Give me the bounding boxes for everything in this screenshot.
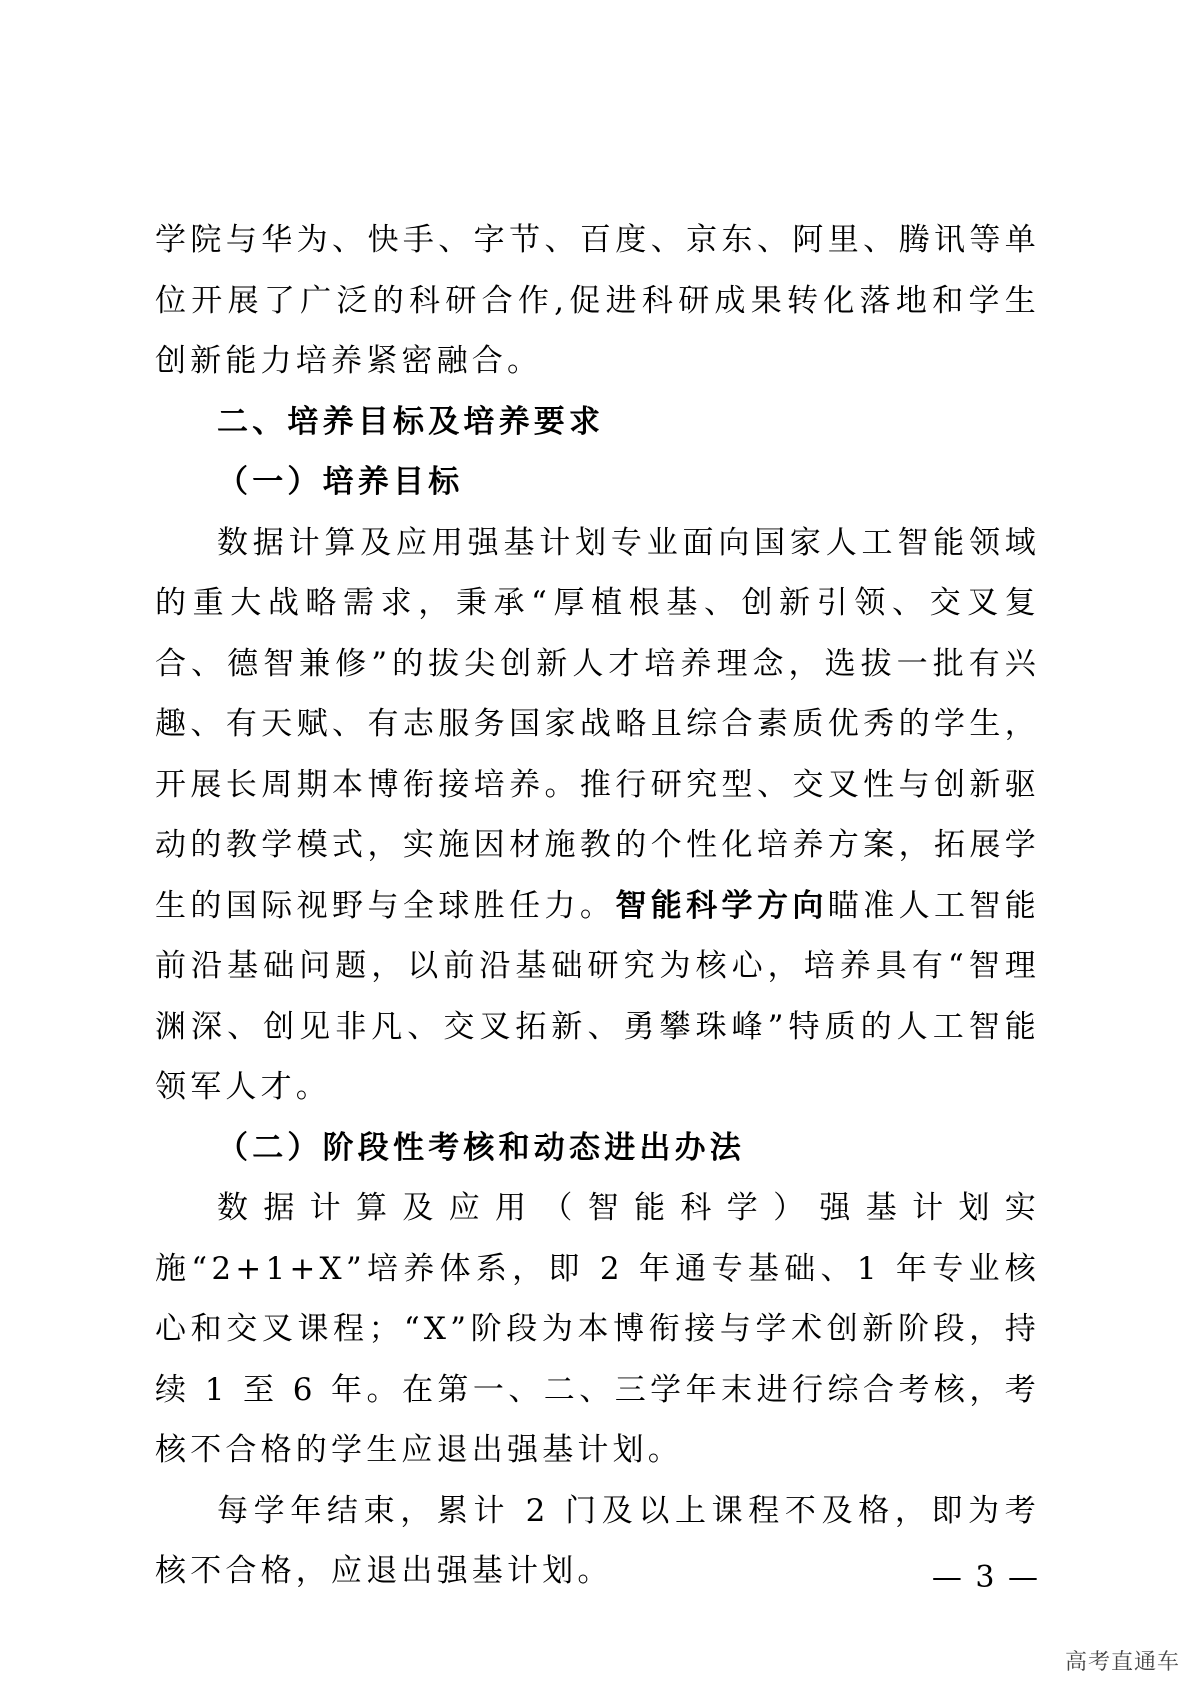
paragraph-goals [155, 513, 1040, 1118]
subsection-heading-assessment [155, 1118, 1040, 1179]
paragraph-exit-rule [155, 1481, 1040, 1602]
paragraph-system [155, 1178, 1040, 1481]
emphasis-text: 智能科学方向 [615, 887, 828, 924]
watermark-text: 高考直通车 [1064, 1650, 1180, 1675]
section-heading [155, 392, 1040, 453]
paragraph-text: 每学年结束，累计 2 门及以上课程不及格，即为考核不合格，应退出强基计划。 [155, 1492, 1040, 1589]
subsection-heading-text: （一）培养目标 [217, 464, 464, 500]
section-heading-text: 二、培养目标及培养要求 [217, 403, 605, 440]
paragraph-text: 数据计算及应用强基计划专业面向国家人工智能领域的重大战略需求，秉承“厚植根基、创新引领、交叉复合、德智兼修”的拔尖创新人才培养理念，选拔一批有兴趣、有天赋、有志服务国家战略且综合素质优秀的学生，开展长周期本博衔接培养。推行研究型、交叉性与创新驱动的教学模式，实施因材施教的个性化培养方案，拓展学生的国际视野与全球胜任力。 [155, 524, 1040, 924]
document-body [155, 210, 1040, 1602]
paragraph-text-continued: 瞄准人工智能前沿基础问题，以前沿基础研究为核心，培养具有“智理渊深、创见非凡、交叉拓新、勇攀珠峰”特质的人工智能领军人才。 [155, 887, 1041, 1105]
subsection-heading-goals [155, 452, 1040, 513]
page-number: — 3 — [931, 1560, 1040, 1595]
paragraph-intro [155, 210, 1040, 392]
paragraph-text: 学院与华为、快手、字节、百度、京东、阿里、腾讯等单位开展了广泛的科研合作,促进科研成果转化落地和学生创新能力培养紧密融合。 [155, 222, 1040, 379]
paragraph-text: 数据计算及应用（智能科学）强基计划实施“2+1+X”培养体系，即 2 年通专基础、1 年专业核心和交叉课程；“X”阶段为本博衔接与学术创新阶段，持续 1 至 6 年。在第一、二、三学年末进行综合考核，考核不合格的学生应退出强基计划。 [155, 1190, 1040, 1468]
subsection-heading-text: （二）阶段性考核和动态进出办法 [217, 1129, 745, 1166]
